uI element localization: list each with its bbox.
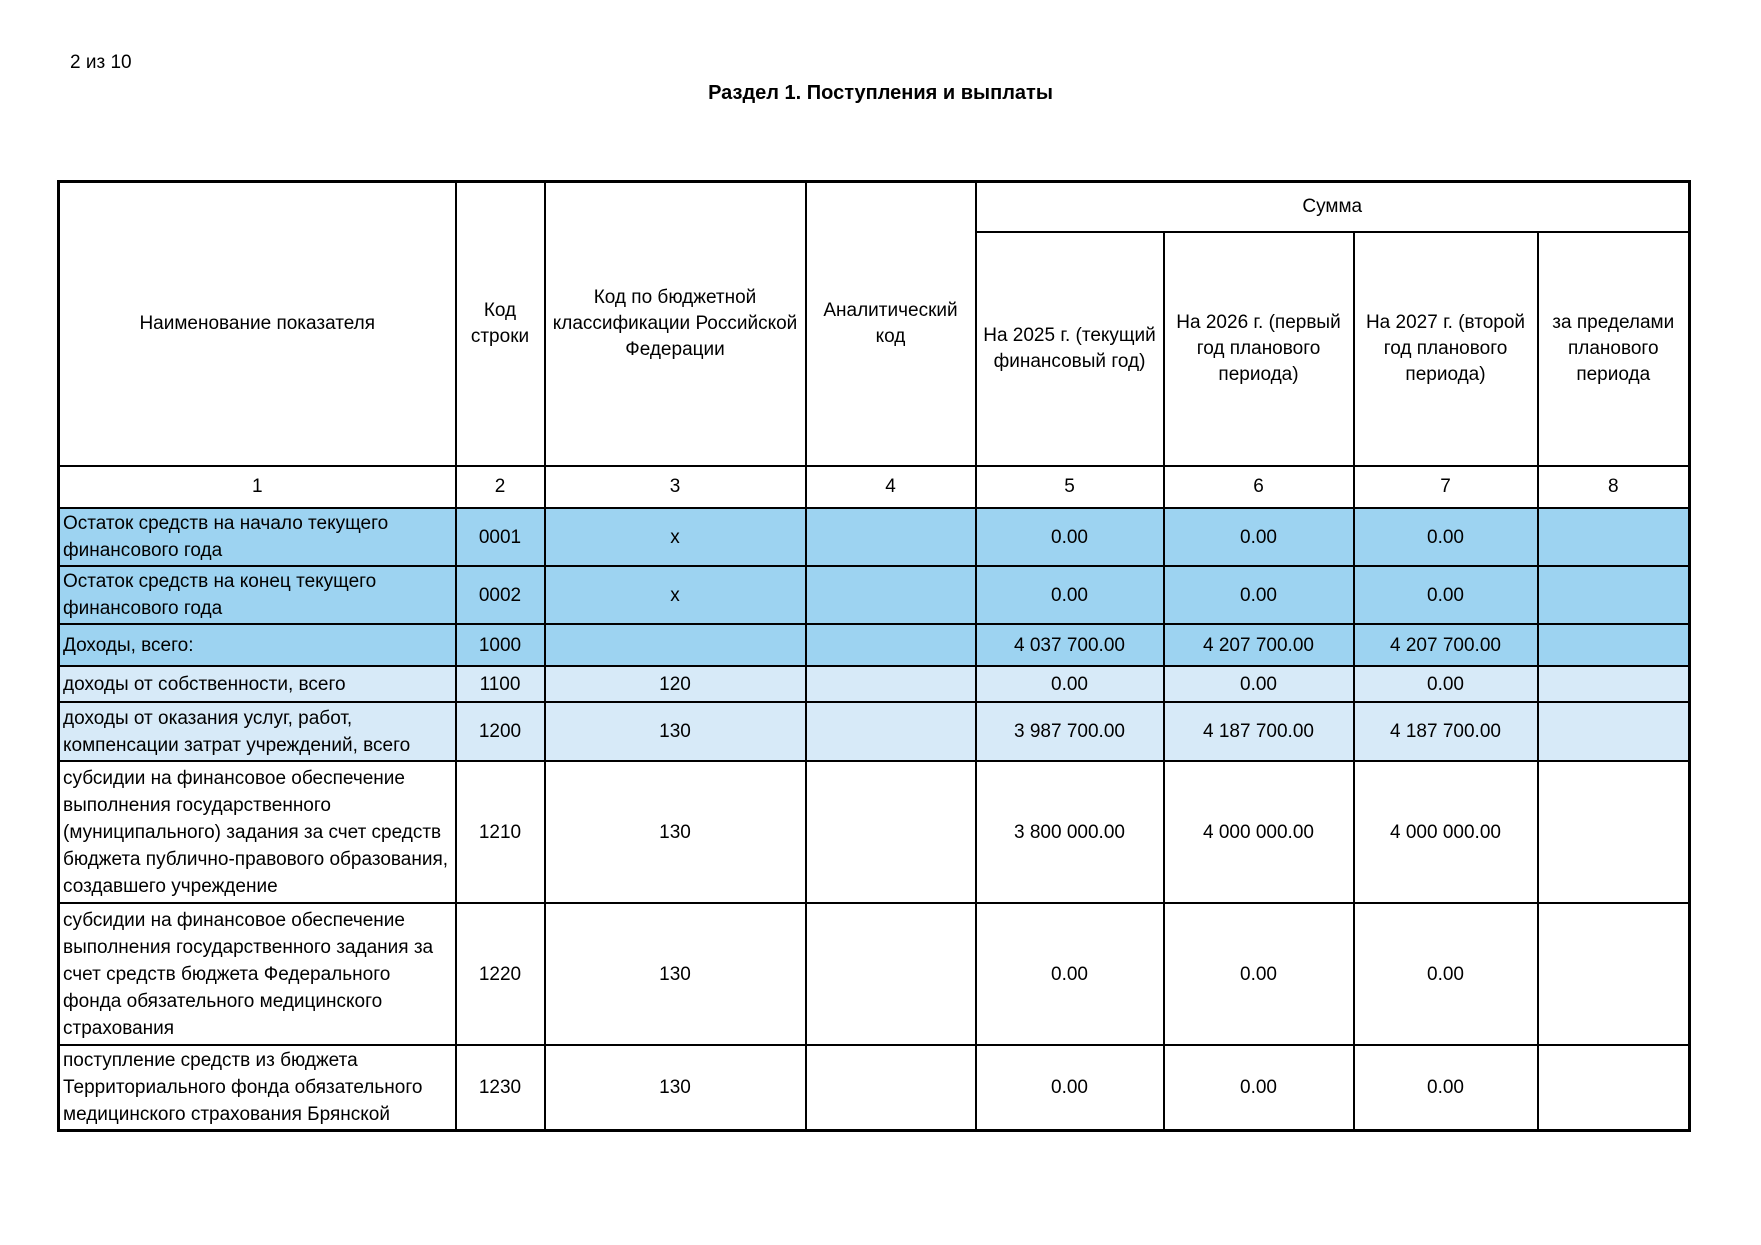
amount-2027-cell: 4 000 000.00 [1354, 761, 1538, 903]
indicator-name-cell: доходы от оказания услуг, работ, компенсации затрат учреждений, всего [59, 702, 456, 761]
table-row [59, 903, 1690, 1045]
header-line-code: Код строки [456, 182, 545, 467]
table-row [59, 566, 1690, 624]
indicator-name-cell: Доходы, всего: [59, 624, 456, 666]
budget-class-code-cell [545, 624, 806, 666]
header-analytic-code: Аналитический код [806, 182, 976, 467]
amount-2025-cell: 0.00 [976, 508, 1164, 566]
column-number: 4 [806, 466, 976, 508]
header-year-2025: На 2025 г. (текущий финансовый год) [976, 232, 1164, 466]
column-number: 6 [1164, 466, 1354, 508]
header-budget-class-code: Код по бюджетной классификации Российской Федерации [545, 182, 806, 467]
amount-2026-cell: 4 207 700.00 [1164, 624, 1354, 666]
amount-2025-cell: 0.00 [976, 1045, 1164, 1131]
amount-2025-cell: 0.00 [976, 666, 1164, 702]
budget-class-code-cell: 130 [545, 702, 806, 761]
amount-2026-cell: 0.00 [1164, 903, 1354, 1045]
amount-2025-cell: 0.00 [976, 903, 1164, 1045]
amount-2026-cell: 0.00 [1164, 508, 1354, 566]
header-year-2026: На 2026 г. (первый год планового периода) [1164, 232, 1354, 466]
table-row [59, 1045, 1690, 1131]
amount-2027-cell: 0.00 [1354, 508, 1538, 566]
section-title: Раздел 1. Поступления и выплаты [708, 82, 1053, 104]
amount-2025-cell: 3 800 000.00 [976, 761, 1164, 903]
amount-2026-cell: 0.00 [1164, 1045, 1354, 1131]
analytic-code-cell [806, 624, 976, 666]
beyond-period-cell [1538, 1045, 1690, 1131]
beyond-period-cell [1538, 624, 1690, 666]
indicator-name-cell: поступление средств из бюджета Территориального фонда обязательного медицинского страхования Брянской [59, 1045, 456, 1131]
column-number: 5 [976, 466, 1164, 508]
line-code-cell: 1200 [456, 702, 545, 761]
beyond-period-cell [1538, 903, 1690, 1045]
column-number: 2 [456, 466, 545, 508]
table-body [59, 508, 1690, 1131]
analytic-code-cell [806, 761, 976, 903]
amount-2025-cell: 4 037 700.00 [976, 624, 1164, 666]
table-header [59, 182, 1690, 509]
header-year-2027: На 2027 г. (второй год планового периода) [1354, 232, 1538, 466]
beyond-period-cell [1538, 508, 1690, 566]
analytic-code-cell [806, 702, 976, 761]
indicator-name-cell: субсидии на финансовое обеспечение выполнения государственного задания за счет средств бюджета Федерального фонда обязательного медицинского страхования [59, 903, 456, 1045]
analytic-code-cell [806, 1045, 976, 1131]
indicator-name-cell: доходы от собственности, всего [59, 666, 456, 702]
budget-table [57, 180, 1691, 1132]
table-row [59, 508, 1690, 566]
header-row-group [59, 182, 1690, 233]
indicator-name-cell: субсидии на финансовое обеспечение выполнения государственного (муниципального) задания за счет средств бюджета публично-правового образования, создавшего учреждение [59, 761, 456, 903]
amount-2027-cell: 0.00 [1354, 666, 1538, 702]
indicator-name-cell: Остаток средств на начало текущего финансового года [59, 508, 456, 566]
table-row [59, 624, 1690, 666]
line-code-cell: 1100 [456, 666, 545, 702]
amount-2027-cell: 0.00 [1354, 1045, 1538, 1131]
analytic-code-cell [806, 903, 976, 1045]
column-number: 3 [545, 466, 806, 508]
amount-2026-cell: 0.00 [1164, 566, 1354, 624]
budget-class-code-cell: х [545, 566, 806, 624]
beyond-period-cell [1538, 566, 1690, 624]
page-indicator: 2 из 10 [70, 52, 132, 73]
line-code-cell: 0001 [456, 508, 545, 566]
line-code-cell: 1000 [456, 624, 545, 666]
amount-2025-cell: 0.00 [976, 566, 1164, 624]
line-code-cell: 0002 [456, 566, 545, 624]
column-number: 1 [59, 466, 456, 508]
analytic-code-cell [806, 566, 976, 624]
line-code-cell: 1210 [456, 761, 545, 903]
budget-class-code-cell: 130 [545, 1045, 806, 1131]
indicator-name-cell: Остаток средств на конец текущего финансового года [59, 566, 456, 624]
table-row [59, 666, 1690, 702]
analytic-code-cell [806, 666, 976, 702]
header-row-numbers [59, 466, 1690, 508]
header-sum-group: Сумма [976, 182, 1690, 233]
amount-2026-cell: 4 187 700.00 [1164, 702, 1354, 761]
amount-2027-cell: 0.00 [1354, 903, 1538, 1045]
budget-class-code-cell: х [545, 508, 806, 566]
amount-2026-cell: 0.00 [1164, 666, 1354, 702]
amount-2027-cell: 0.00 [1354, 566, 1538, 624]
header-indicator-name: Наименование показателя [59, 182, 456, 467]
column-number: 7 [1354, 466, 1538, 508]
line-code-cell: 1230 [456, 1045, 545, 1131]
column-number: 8 [1538, 466, 1690, 508]
budget-class-code-cell: 130 [545, 761, 806, 903]
amount-2027-cell: 4 207 700.00 [1354, 624, 1538, 666]
beyond-period-cell [1538, 761, 1690, 903]
amount-2026-cell: 4 000 000.00 [1164, 761, 1354, 903]
table-row [59, 761, 1690, 903]
header-beyond-period: за пределами планового периода [1538, 232, 1690, 466]
amount-2027-cell: 4 187 700.00 [1354, 702, 1538, 761]
analytic-code-cell [806, 508, 976, 566]
budget-class-code-cell: 130 [545, 903, 806, 1045]
line-code-cell: 1220 [456, 903, 545, 1045]
amount-2025-cell: 3 987 700.00 [976, 702, 1164, 761]
budget-class-code-cell: 120 [545, 666, 806, 702]
beyond-period-cell [1538, 666, 1690, 702]
table-row [59, 702, 1690, 761]
beyond-period-cell [1538, 702, 1690, 761]
